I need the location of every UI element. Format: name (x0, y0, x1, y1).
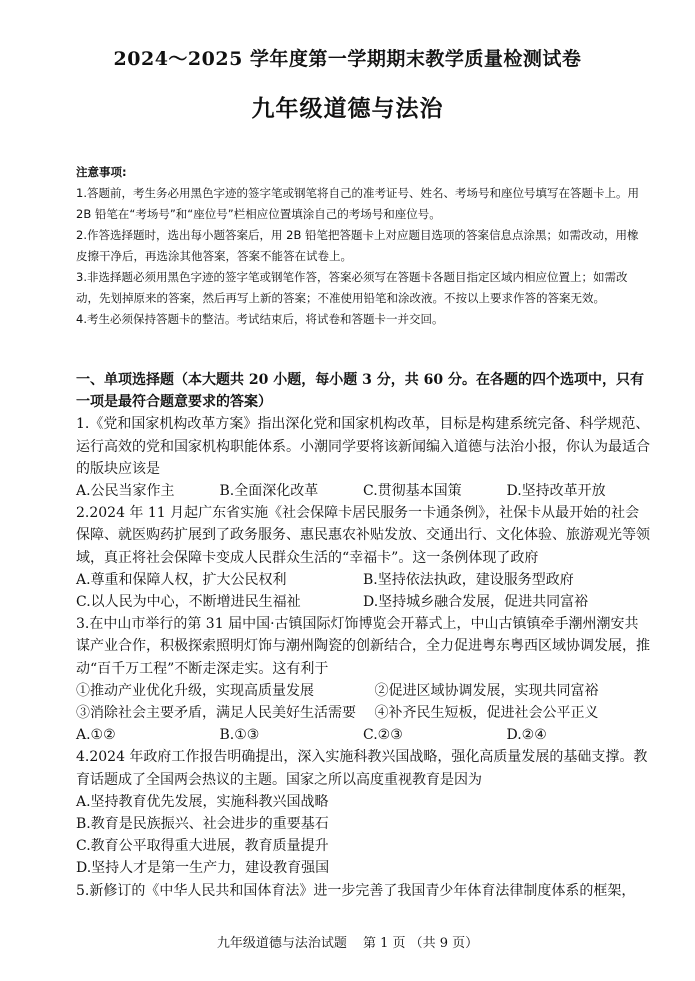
option-a: A.尊重和保障人权，扩大公民权利 (76, 571, 287, 588)
section-heading: 一、单项选择题（本大题共 20 小题，每小题 3 分，共 60 分。在各题的四个选项中，只有一项是最符合题意要求的答案） (76, 372, 644, 411)
question-3-statements-row1 (76, 680, 650, 702)
option-b: B.全面深化改革 (219, 483, 319, 500)
option-b: B.教育是民族振兴、社会进步的重要基石 (76, 816, 329, 833)
notes-heading: 注意事项: (76, 165, 127, 179)
note-item: 1.答题前，考生务必用黑色字迹的签字笔或钢笔将自己的准考证号、姓名、考场号和座位号填写在答题卡上。用 2B 铅笔在“考场号”和“座位号”栏相应位置填涂自己的考场号和座位号。 (76, 186, 639, 221)
statement-3: ③消除社会主要矛盾，满足人民美好生活需要 (76, 705, 356, 722)
question-1-stem: 1.《党和国家机构改革方案》指出深化党和国家机构改革，目标是构建系统完备、科学规范、运行高效的党和国家机构职能体系。小潮同学要将该新闻编入道德与法治小报，你认为最适合的版块应该是 (76, 416, 650, 477)
question-5-stem: 5.新修订的《中华人民共和国体育法》进一步完善了我国青少年体育法律制度体系的框架， (76, 882, 636, 899)
note-item: 3.非选择题必须用黑色字迹的签字笔或钢笔作答，答案必须写在答题卡各题目指定区域内相应位置上；如需改动，先划掉原来的答案，然后再写上新的答案；不准使用铅笔和涂改液。不按以上要求作答的答案无效。 (76, 270, 628, 305)
note-item: 4.考生必须保持答题卡的整洁。考试结束后，将试卷和答题卡一并交回。 (76, 312, 444, 326)
question-2-stem: 2.2024 年 11 月起广东省实施《社会保障卡居民服务一卡通条例》，社保卡从最开始的社会保障、就医购药扩展到了政务服务、惠民惠农补贴发放、交通出行、文化体验、旅游观光等领域，真正将社会保障卡变成人民群众生活的“幸福卡”。这一条例体现了政府 (76, 505, 650, 566)
question-1-options (76, 480, 650, 502)
option-b: B.坚持依法执政，建设服务型政府 (363, 571, 574, 588)
note-item: 2.作答选择题时，选出每小题答案后，用 2B 铅笔把答题卡上对应题目选项的答案信息点涂黑；如需改动，用橡皮擦干净后，再选涂其他答案，答案不能答在试卷上。 (76, 228, 639, 263)
question-2-options-row1 (76, 569, 650, 591)
option-a: A.公民当家作主 (76, 483, 175, 500)
question-3-stem: 3.在中山市举行的第 31 届中国·古镇国际灯饰博览会开幕式上，中山古镇镇牵手潮州潮安共谋产业合作，积极探索照明灯饰与潮州陶瓷的创新结合，全力促进粤东粤西区域协调发展，推动“百千万工程”不断走深走实。这有利于 (76, 616, 650, 677)
question-4-stem: 4.2024 年政府工作报告明确提出，深入实施科教兴国战略，强化高质量发展的基础支撑。教育话题成了全国两会热议的主题。国家之所以高度重视教育是因为 (76, 749, 648, 788)
option-d: D.坚持人才是第一生产力，建设教育强国 (76, 860, 330, 877)
statement-4: ④补齐民生短板，促进社会公平正义 (374, 705, 599, 722)
option-c: C.以人民为中心，不断增进民生福祉 (76, 594, 301, 611)
statement-2: ②促进区域协调发展，实现共同富裕 (374, 682, 599, 699)
page-footer (0, 932, 695, 951)
statement-1: ①推动产业优化升级，实现高质量发展 (76, 682, 314, 699)
exam-subject: 九年级道德与法治 (251, 95, 444, 122)
question-3-options (76, 724, 650, 746)
question-3-statements-row2 (76, 702, 650, 724)
option-c: C.贯彻基本国策 (363, 483, 462, 500)
question-2-options-row2 (76, 591, 650, 613)
option-d: D.坚持城乡融合发展，促进共同富裕 (363, 594, 589, 611)
option-a: A.坚持教育优先发展，实施科教兴国战略 (76, 793, 329, 810)
footer-subject: 九年级道德与法治试题 (216, 936, 347, 951)
exam-title: 2024～2025 学年度第一学期期末教学质量检测试卷 (113, 48, 582, 70)
option-a: A.①② (76, 727, 116, 744)
option-d: D.坚持改革开放 (506, 483, 606, 500)
option-d: D.②④ (506, 727, 547, 744)
option-b: B.①③ (219, 727, 260, 744)
footer-page-number: 第 1 页 （共 9 页） (362, 936, 479, 951)
notes-block (76, 162, 648, 330)
option-c: C.②③ (363, 727, 403, 744)
question-body (76, 369, 650, 902)
option-c: C.教育公平取得重大进展，教育质量提升 (76, 838, 329, 855)
